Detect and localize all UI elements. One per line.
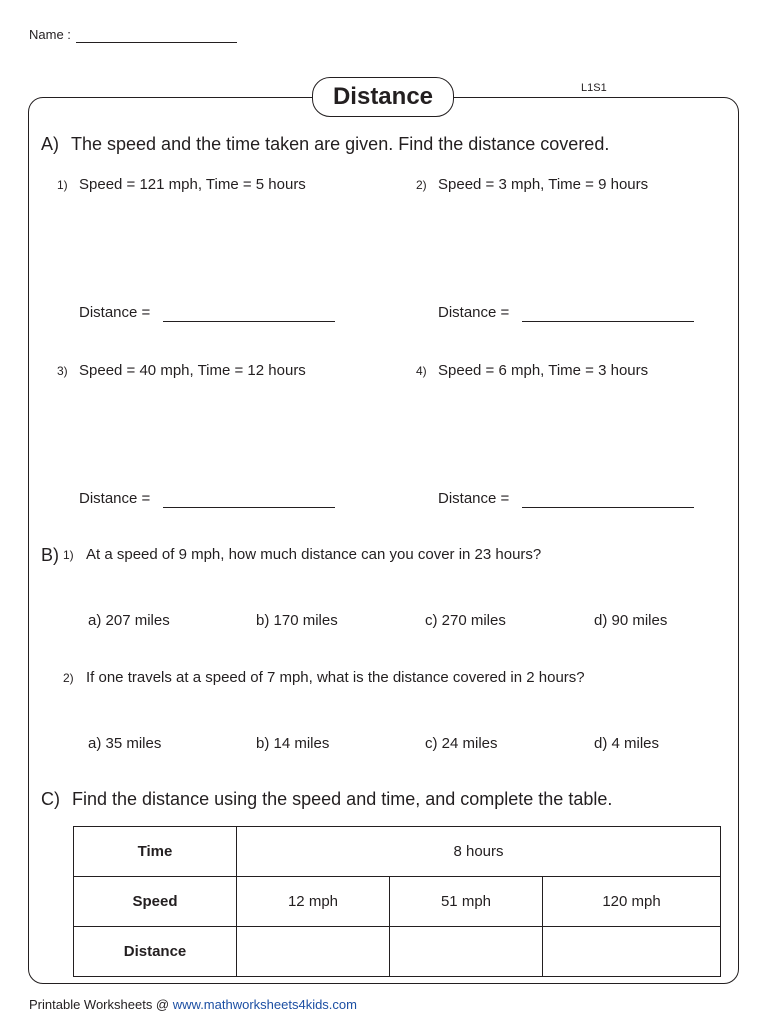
section-c-letter: C) bbox=[41, 789, 60, 809]
distance-answer-label: Distance = bbox=[79, 304, 151, 321]
table-row bbox=[74, 927, 721, 977]
distance-answer-line[interactable] bbox=[522, 321, 694, 322]
problem-number: 4) bbox=[416, 364, 427, 378]
table-cell-speed: 120 mph bbox=[543, 877, 721, 927]
problem-text: Speed = 121 mph, Time = 5 hours bbox=[79, 176, 306, 193]
problem-number: 3) bbox=[57, 364, 68, 378]
problem-text: Speed = 40 mph, Time = 12 hours bbox=[79, 362, 306, 379]
table-cell-speed: 12 mph bbox=[237, 877, 390, 927]
question-text: At a speed of 9 mph, how much distance can you cover in 23 hours? bbox=[86, 546, 542, 563]
answer-option[interactable]: a) 207 miles bbox=[88, 612, 170, 629]
answer-option[interactable]: c) 270 miles bbox=[425, 612, 506, 629]
distance-answer-label: Distance = bbox=[79, 490, 151, 507]
answer-option[interactable]: c) 24 miles bbox=[425, 735, 498, 752]
table-row bbox=[74, 827, 721, 877]
problem-text: Speed = 3 mph, Time = 9 hours bbox=[438, 176, 649, 193]
footer bbox=[29, 997, 357, 1012]
table-header-distance: Distance bbox=[74, 927, 237, 977]
problem-number: 2) bbox=[416, 178, 427, 192]
footer-prefix: Printable Worksheets @ bbox=[29, 997, 173, 1012]
distance-table bbox=[73, 826, 721, 977]
answer-option[interactable]: b) 14 miles bbox=[256, 735, 330, 752]
table-cell-time-value: 8 hours bbox=[237, 827, 721, 877]
worksheet-title: Distance bbox=[312, 77, 454, 117]
table-cell-speed: 51 mph bbox=[390, 877, 543, 927]
name-answer-line bbox=[76, 42, 237, 43]
question-text: If one travels at a speed of 7 mph, what is the distance covered in 2 hours? bbox=[86, 669, 585, 686]
table-cell-distance-answer[interactable] bbox=[543, 927, 721, 977]
problem-number: 1) bbox=[57, 178, 68, 192]
distance-answer-line[interactable] bbox=[522, 507, 694, 508]
section-b-letter: B) bbox=[41, 545, 59, 565]
table-header-speed: Speed bbox=[74, 877, 237, 927]
section-a-letter: A) bbox=[41, 134, 59, 154]
table-cell-distance-answer[interactable] bbox=[390, 927, 543, 977]
answer-option[interactable]: d) 4 miles bbox=[594, 735, 660, 752]
answer-option[interactable]: a) 35 miles bbox=[88, 735, 162, 752]
answer-option[interactable]: d) 90 miles bbox=[594, 612, 668, 629]
distance-answer-label: Distance = bbox=[438, 490, 510, 507]
worksheet-code: L1S1 bbox=[581, 82, 607, 94]
section-c-instruction: Find the distance using the speed and time, and complete the table. bbox=[72, 789, 613, 809]
table-header-time: Time bbox=[74, 827, 237, 877]
table-cell-distance-answer[interactable] bbox=[237, 927, 390, 977]
footer-link[interactable]: www.mathworksheets4kids.com bbox=[172, 997, 357, 1012]
question-number: 1) bbox=[63, 548, 74, 562]
problem-text: Speed = 6 mph, Time = 3 hours bbox=[438, 362, 649, 379]
distance-answer-line[interactable] bbox=[163, 321, 335, 322]
distance-answer-label: Distance = bbox=[438, 304, 510, 321]
distance-answer-line[interactable] bbox=[163, 507, 335, 508]
answer-option[interactable]: b) 170 miles bbox=[256, 612, 338, 629]
name-label: Name : bbox=[29, 27, 71, 42]
question-number: 2) bbox=[63, 671, 74, 685]
section-a-instruction: The speed and the time taken are given. Find the distance covered. bbox=[71, 134, 610, 154]
table-row bbox=[74, 877, 721, 927]
